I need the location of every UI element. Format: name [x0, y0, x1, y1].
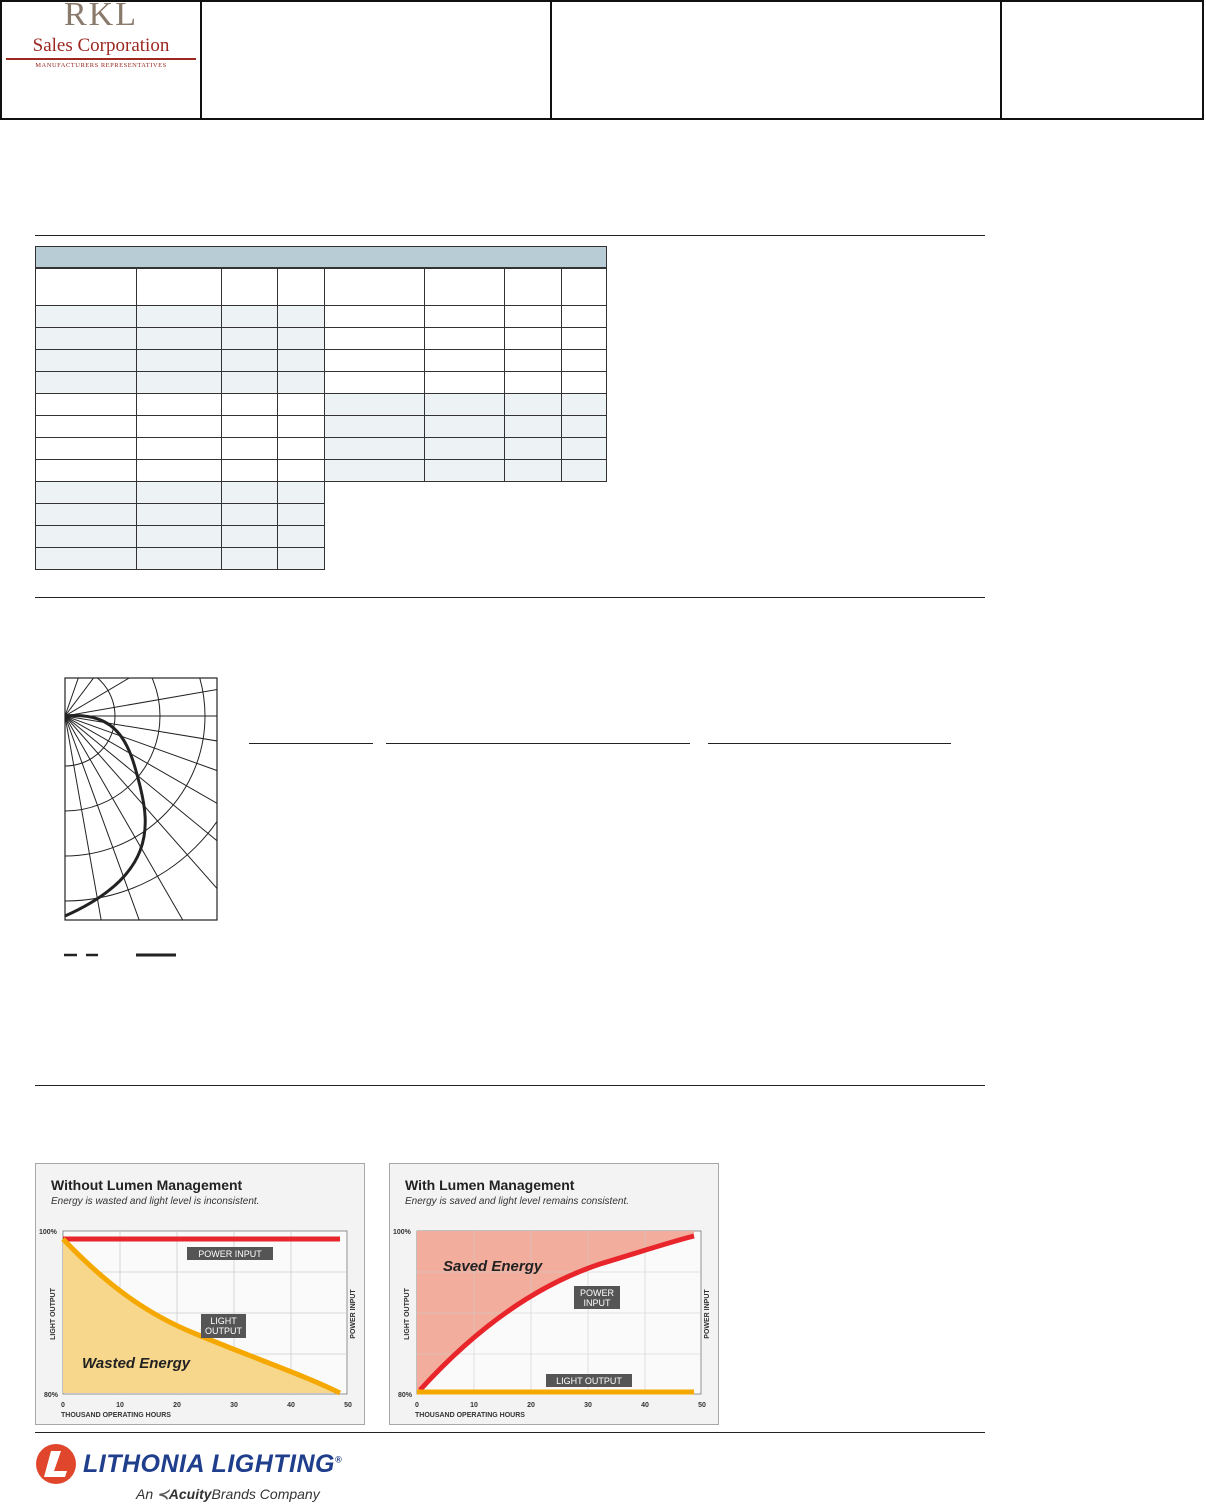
chart-svg-with [390, 1164, 718, 1424]
logo-cell [2, 2, 202, 118]
x-tick-label: 0 [61, 1402, 65, 1409]
table-header-bar [35, 246, 607, 268]
power-input-label: POWER INPUT [198, 1249, 262, 1259]
x-tick-label: 30 [230, 1402, 238, 1409]
table-row [36, 438, 325, 460]
photometric-col-rule-2 [386, 743, 690, 744]
table-row [36, 372, 325, 394]
acuity-mark-icon: ≺ [157, 1486, 169, 1502]
table-row [325, 269, 607, 306]
chart-title: Without Lumen Management [51, 1177, 243, 1193]
spec-table-left [35, 268, 325, 570]
photometric-col-rule-1 [249, 743, 373, 744]
header-cell-4 [1002, 2, 1202, 118]
table-row [36, 269, 325, 306]
table-row [36, 460, 325, 482]
header-bar [0, 0, 1204, 120]
section-rule-3 [35, 1085, 985, 1086]
header-cell-2 [202, 2, 552, 118]
chart-title: With Lumen Management [405, 1177, 575, 1193]
y-left-title: LIGHT OUTPUT [404, 1288, 411, 1340]
lithonia-logo-icon [35, 1443, 77, 1485]
lumen-chart-with [389, 1163, 719, 1425]
table-row [36, 504, 325, 526]
y-bottom-label: 80% [44, 1392, 59, 1399]
power-input-label-2: INPUT [583, 1298, 611, 1308]
brand-name: LITHONIA LIGHTING [83, 1450, 335, 1478]
x-tick-label: 40 [641, 1402, 649, 1409]
section-rule-1 [35, 235, 985, 236]
table-row [36, 416, 325, 438]
power-input-label-1: POWER [579, 1288, 615, 1298]
tagline-suffix: Brands Company [211, 1486, 320, 1502]
tagline-prefix: An [136, 1486, 154, 1502]
spec-table-right [324, 268, 607, 482]
table-row [36, 482, 325, 504]
section-rule-2 [35, 597, 985, 598]
logo-company-name: Sales Corporation [32, 35, 170, 56]
table-row [36, 548, 325, 570]
table-row [36, 306, 325, 328]
y-bottom-label: 80% [398, 1392, 413, 1399]
x-tick-label: 30 [584, 1402, 592, 1409]
logo-rule [6, 58, 196, 60]
x-tick-label: 10 [470, 1402, 478, 1409]
chart-subtitle: Energy is wasted and light level is inconsistent. [51, 1196, 260, 1207]
y-left-title: LIGHT OUTPUT [50, 1288, 57, 1340]
reg-mark: ® [335, 1454, 343, 1465]
logo-rkl: RKL [64, 0, 138, 33]
y-top-label: 100% [393, 1229, 411, 1236]
x-tick-label: 20 [527, 1402, 535, 1409]
wasted-energy-label: Wasted Energy [82, 1355, 191, 1372]
section-rule-4 [35, 1432, 985, 1433]
light-output-label-1: LIGHT [210, 1316, 237, 1326]
x-tick-label: 40 [287, 1402, 295, 1409]
light-output-label: LIGHT OUTPUT [556, 1376, 622, 1386]
table-row [325, 328, 607, 350]
x-axis-title: THOUSAND OPERATING HOURS [61, 1412, 171, 1419]
x-tick-label: 0 [415, 1402, 419, 1409]
table-row [325, 416, 607, 438]
y-top-label: 100% [39, 1229, 57, 1236]
table-row [36, 526, 325, 548]
x-axis-title: THOUSAND OPERATING HOURS [415, 1412, 525, 1419]
header-cell-3 [552, 2, 1002, 118]
table-row [325, 372, 607, 394]
logo-tagline: MANUFACTURERS REPRESENTATIVES [35, 62, 167, 69]
table-row [325, 394, 607, 416]
x-tick-label: 50 [344, 1402, 352, 1409]
lithonia-brand [83, 1450, 342, 1479]
x-tick-label: 20 [173, 1402, 181, 1409]
x-tick-label: 50 [698, 1402, 706, 1409]
chart-svg-without [36, 1164, 364, 1424]
x-tick-label: 10 [116, 1402, 124, 1409]
saved-energy-label: Saved Energy [443, 1258, 543, 1275]
acuity-tagline [136, 1486, 320, 1503]
table-row [325, 350, 607, 372]
y-right-title: POWER INPUT [704, 1289, 711, 1339]
chart-subtitle: Energy is saved and light level remains consistent. [405, 1196, 630, 1207]
y-right-title: POWER INPUT [350, 1289, 357, 1339]
table-row [36, 394, 325, 416]
photometric-col-rule-3 [708, 743, 951, 744]
light-output-label-2: OUTPUT [205, 1326, 242, 1336]
table-row [325, 460, 607, 482]
lumen-chart-without [35, 1163, 365, 1425]
photometric-polar-plot [60, 676, 220, 922]
tagline-brand: Acuity [168, 1486, 212, 1502]
table-row [325, 306, 607, 328]
polar-legend [60, 948, 180, 962]
table-row [325, 438, 607, 460]
table-row [36, 328, 325, 350]
table-row [36, 350, 325, 372]
